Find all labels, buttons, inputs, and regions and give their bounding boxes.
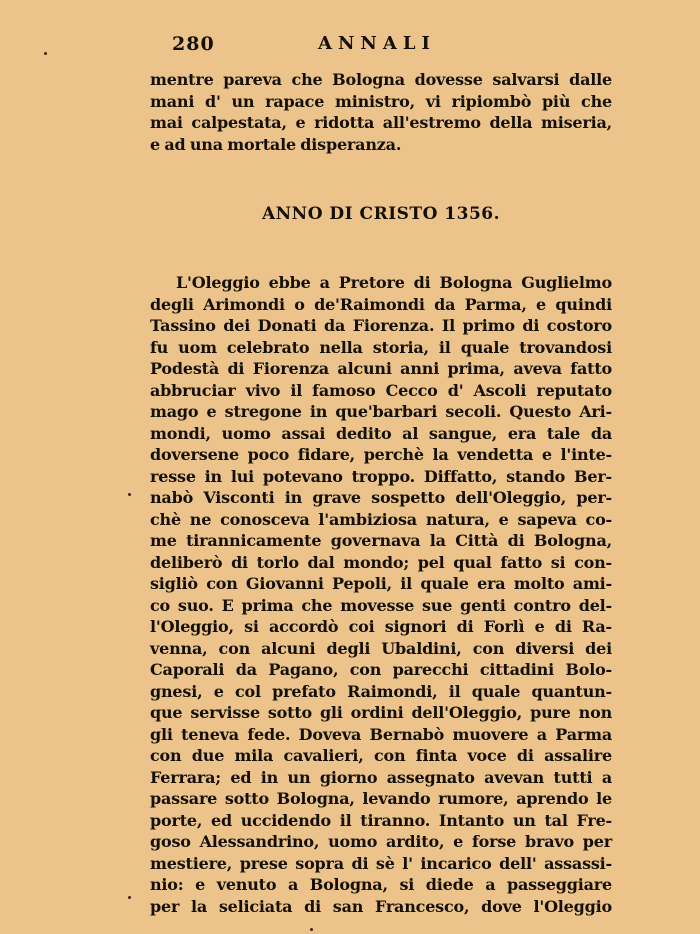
- text-line: porte, ed uccidendo il tiranno. Intanto un tal Fre-: [150, 810, 612, 830]
- page-number: 280: [172, 33, 215, 55]
- ink-speck: [128, 896, 131, 899]
- body-paragraph: [150, 272, 612, 917]
- text-line: que servisse sotto gli ordini dell'Oleggio, pure non: [150, 703, 612, 722]
- text-line: deliberò di torlo dal mondo; pel qual fatto si con-: [150, 552, 612, 572]
- text-line: abbruciar vivo il famoso Cecco d' Ascoli reputato: [150, 380, 612, 400]
- ink-speck: [310, 928, 313, 931]
- text-line: mani d' un rapace ministro, vi ripiombò più che: [150, 91, 612, 111]
- text-line: per la seliciata di san Francesco, dove l'Oleggio: [150, 896, 612, 916]
- text-line: l'Oleggio, si accordò coi signori di Forlì e di Ra-: [150, 617, 612, 636]
- text-line: passare sotto Bologna, levando rumore, aprendo le: [150, 789, 612, 808]
- text-line: nabò Visconti in grave sospetto dell'Oleggio, per-: [150, 488, 612, 507]
- text-line: venna, con alcuni degli Ubaldini, con diversi dei: [150, 638, 612, 658]
- text-line: e ad una mortale disperanza.: [150, 134, 402, 154]
- text-line: Ferrara; ed in un giorno assegnato avevan tutti a: [150, 767, 612, 787]
- text-line: gnesi, e col prefato Raimondi, il quale quantun-: [150, 681, 612, 701]
- text-line: mentre pareva che Bologna dovesse salvarsi dalle: [150, 70, 612, 89]
- text-line: mago e stregone in que'barbari secoli. Questo Ari-: [150, 402, 612, 421]
- text-line: nio: e venuto a Bologna, si diede a passeggiare: [150, 875, 612, 894]
- running-title: ANNALI: [318, 33, 436, 54]
- text-line: Caporali da Pagano, con parecchi cittadini Bolo-: [150, 660, 612, 679]
- text-line: con due mila cavalieri, con finta voce di assalire: [150, 746, 612, 765]
- text-line: me tirannicamente governava la Città di Bologna,: [150, 531, 612, 550]
- text-line: sigliò con Giovanni Pepoli, il quale era molto ami-: [150, 574, 612, 593]
- text-line: fu uom celebrato nella storia, il quale trovandosi: [150, 337, 612, 357]
- text-line: L'Oleggio ebbe a Pretore di Bologna Guglielmo: [176, 273, 612, 292]
- text-line: doversene poco fidare, perchè la vendetta e l'inte-: [150, 445, 612, 464]
- text-line: degli Arimondi o de'Raimondi da Parma, e quindi: [150, 294, 612, 314]
- page-header: [150, 33, 612, 59]
- text-line: mondi, uomo assai dedito al sangue, era tale da: [150, 423, 612, 443]
- text-line: mestiere, prese sopra di sè l' incarico dell' assassi-: [150, 853, 612, 873]
- section-heading: ANNO DI CRISTO 1356.: [261, 204, 501, 224]
- text-line: gli teneva fede. Doveva Bernabò muovere a Parma: [150, 724, 612, 744]
- text-line: chè ne conosceva l'ambiziosa natura, e sapeva co-: [150, 509, 612, 529]
- text-line: Tassino dei Donati da Fiorenza. Il primo di costoro: [150, 316, 612, 335]
- text-line: Podestà di Fiorenza alcuni anni prima, aveva fatto: [150, 359, 612, 378]
- ink-speck: [44, 52, 47, 55]
- text-line: co suo. E prima che movesse sue genti contro del-: [150, 595, 612, 615]
- intro-paragraph: [150, 69, 612, 155]
- text-line: goso Alessandrino, uomo ardito, e forse bravo per: [150, 832, 612, 851]
- ink-speck: [128, 493, 131, 496]
- text-line: mai calpestata, e ridotta all'estremo della miseria,: [150, 113, 612, 132]
- text-line: resse in lui potevano troppo. Diffatto, stando Ber-: [150, 466, 612, 486]
